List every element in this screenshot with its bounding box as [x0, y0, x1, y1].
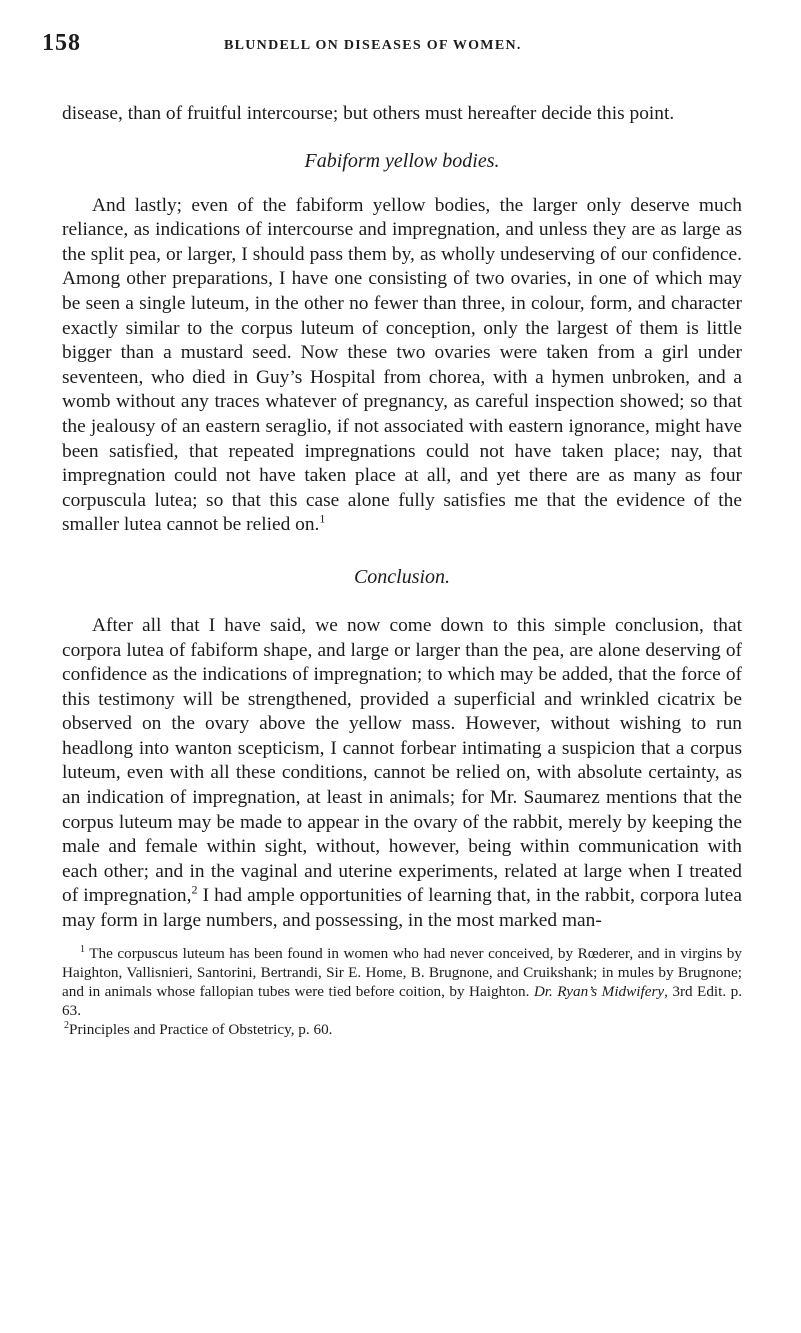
paragraph-opening: disease, than of fruitful intercourse; but others must hereafter decide this point. — [62, 103, 675, 124]
running-head — [42, 26, 742, 56]
page-number: 158 — [42, 30, 81, 56]
footnote-1-citation: Dr. Ryan’s Midwifery — [533, 983, 665, 1001]
paragraph-fabiform — [62, 194, 742, 538]
footnote-2-mark: 2 — [64, 1020, 69, 1032]
footnote-ref-2[interactable]: 2 — [191, 882, 198, 897]
footnote-2-text: Principles and Practice of Obstetricy, p. 60. — [69, 1021, 333, 1039]
running-title: BLUNDELL ON DISEASES OF WOMEN. — [224, 38, 522, 53]
footnote-1-citation-tail: , 3rd Edit. p. 63. — [62, 983, 742, 1020]
paragraph-conclusion — [62, 614, 742, 934]
section-heading-conclusion: Conclusion. — [353, 565, 451, 588]
paragraph-conclusion-text-a: After all that I have said, we now come down to this simple conclusion, that corpora lutea of fabiform shape, and large or larger than the pea, are alone deserving of confidence as the indications of impregnation; to which may be added, that the force of this testimony will be strengthened, provided a superficial and wrinkled cicatrix be observed on the ovary above the yellow mass. However, without wishing to run headlong into wanton scepticism, I cannot forbear intimating a suspicion that a corpus luteum, even with all these conditions, cannot be relied on, with absolute certainty, as an indication of impregnation, at least in animals; for Mr. Saumarez mentions that the corpus luteum may be made to appear in the ovary of the rabbit, merely by keeping the male and female within sight, without, however, being within communication with each other; and in the vaginal and uterine experiments, related at large when I treated of impregnation, — [62, 614, 742, 907]
book-page — [42, 26, 742, 1040]
footnote-separator — [62, 934, 742, 944]
footnote-2 — [62, 1020, 742, 1039]
paragraph-conclusion-text-b: I had ample opportunities of learning that, in the rabbit, corpora lutea may form in large numbers, and possessing, in the most marked man- — [62, 885, 742, 932]
footnote-1-text: The corpuscus luteum has been found in women who had never conceived, by Rœderer, and in virgins by Haighton, Vallisnieri, Santorini, Bertrandi, Sir E. Home, B. Brugnone, and Cruikshank; in mules by Brugnone; and in animals whose fallopian tubes were tied before coition, by Haighton. — [62, 944, 742, 1001]
footnote-ref-1[interactable]: 1 — [319, 511, 326, 526]
paragraph-fabiform-text: And lastly; even of the fabiform yellow bodies, the larger only deserve much reliance, as indications of intercourse and impregnation, and unless they are as large as the split pea, or larger, I should pass them by, as wholly undeserving of our confidence. Among other preparations, I have one consisting of two ovaries, in one of which may be seen a single luteum, in the other no fewer than three, in colour, form, and character exactly similar to the corpus luteum of conception, only the largest of them is little bigger than a mustard seed. Now these two ovaries were taken from a girl under seventeen, who died in Guy’s Hospital from chorea, with a hymen unbroken, and a womb without any traces whatever of pregnancy, as careful inspection showed; so that the jealousy of an eastern seraglio, if not associated with eastern ignorance, might have been satisfied, that repeated impregnations could not have taken place; nay, that impregnation could not have taken place at all, and yet there are as many as four corpuscula lutea; so that this case alone fully satisfies me that the evidence of the smaller lutea cannot be relied on. — [62, 194, 742, 536]
footnote-1-mark: 1 — [80, 943, 85, 955]
footnote-1 — [62, 944, 742, 1021]
section-heading-fabiform: Fabiform yellow bodies. — [304, 149, 500, 172]
